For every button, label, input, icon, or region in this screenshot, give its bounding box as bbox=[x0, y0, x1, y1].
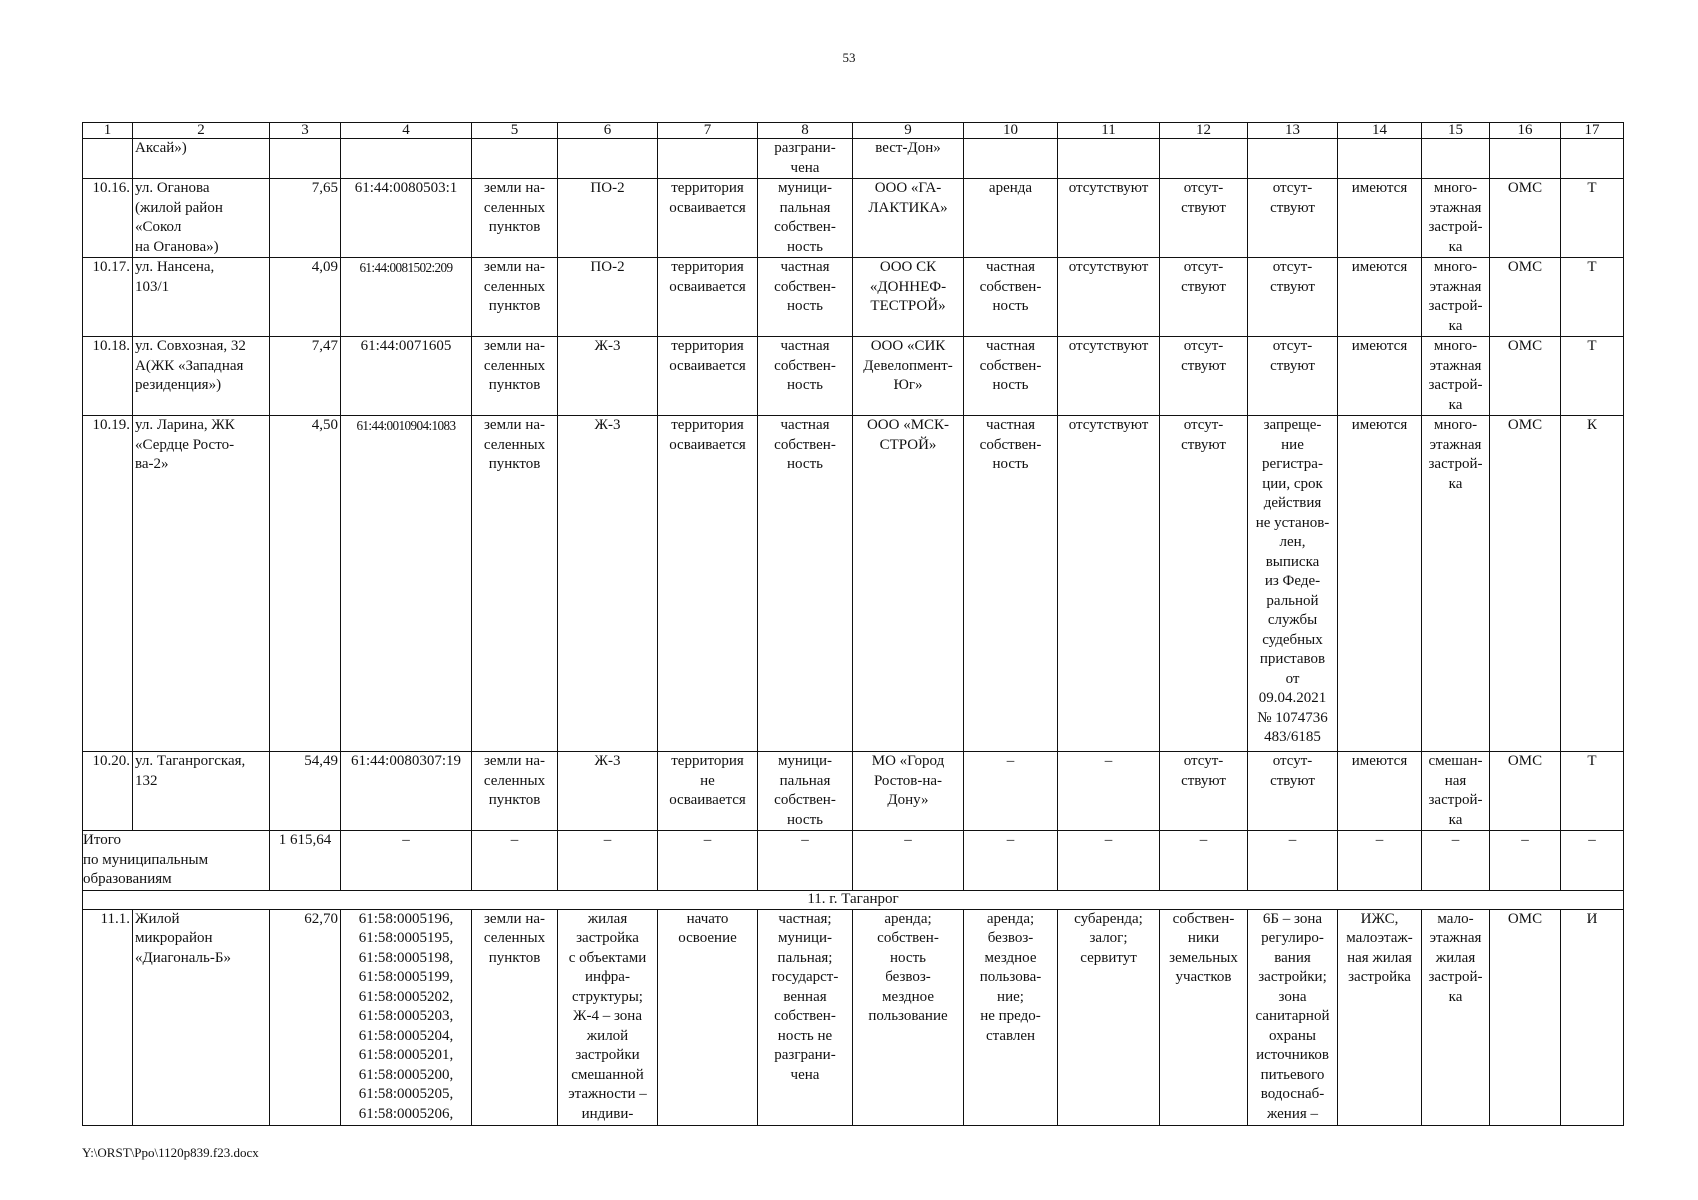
column-number: 1 bbox=[83, 123, 133, 139]
cell-ownership: муници- пальная собствен- ность bbox=[758, 179, 853, 258]
cell-address: ул. Нансена, 103/1 bbox=[133, 258, 270, 337]
cell-use: мало- этажная жилая застрой- ка bbox=[1422, 909, 1490, 1125]
cell-col14: ИЖС, малоэтаж- ная жилая застройка bbox=[1338, 909, 1422, 1125]
cell-restrictions: отсут- ствуют bbox=[1248, 337, 1338, 416]
column-number: 8 bbox=[758, 123, 853, 139]
cell-holder: ООО СК «ДОННЕФ- ТЕСТРОЙ» bbox=[853, 258, 964, 337]
cell-col14: имеются bbox=[1338, 752, 1422, 831]
cell-status: территория осваивается bbox=[658, 337, 758, 416]
cell-land-category: земли на- селенных пунктов bbox=[472, 752, 558, 831]
total-dash: – bbox=[1561, 831, 1624, 891]
cell-col14: имеются bbox=[1338, 337, 1422, 416]
cell-col16: ОМС bbox=[1490, 258, 1561, 337]
cell-encumbrance: отсутствуют bbox=[1058, 258, 1160, 337]
cell-col17: И bbox=[1561, 909, 1624, 1125]
cell-cadastral: 61:44:0080503:1 bbox=[341, 179, 472, 258]
cell-restrictions: 6Б – зона регулиро- вания застройки; зона санитарной охраны источников питьевого водоснаб- жения – bbox=[1248, 909, 1338, 1125]
total-dash: – bbox=[658, 831, 758, 891]
cell-col12: собствен- ники земельных участков bbox=[1160, 909, 1248, 1125]
cell-ownership: частная собствен- ность bbox=[758, 258, 853, 337]
total-dash: – bbox=[1422, 831, 1490, 891]
total-area: 1 615,64 bbox=[270, 831, 341, 891]
column-number: 13 bbox=[1248, 123, 1338, 139]
table-row bbox=[83, 337, 1624, 416]
page-number: 53 bbox=[842, 50, 856, 65]
cell-holder: ООО «ГА- ЛАКТИКА» bbox=[853, 179, 964, 258]
cell-holder: ООО «МСК- СТРОЙ» bbox=[853, 416, 964, 752]
cell-col12: отсут- ствуют bbox=[1160, 752, 1248, 831]
cell-area: 7,47 bbox=[270, 337, 341, 416]
table-row bbox=[83, 909, 1624, 1125]
cell-encumbrance: – bbox=[1058, 752, 1160, 831]
cell-address: ул. Ларина, ЖК «Сердце Росто- ва-2» bbox=[133, 416, 270, 752]
table-row bbox=[83, 416, 1624, 752]
total-row bbox=[83, 831, 1624, 891]
cell-col17: Т bbox=[1561, 337, 1624, 416]
cell-col16: ОМС bbox=[1490, 416, 1561, 752]
cell-address: ул. Оганова (жилой район «Сокол на Оганова») bbox=[133, 179, 270, 258]
cell-land-category: земли на- селенных пунктов bbox=[472, 179, 558, 258]
cell-holder: вест-Дон» bbox=[853, 139, 964, 179]
footer-file-path: Y:\ORST\Ppo\1120p839.f23.docx bbox=[82, 1145, 259, 1160]
cell-cadastral: 61:44:0080307:19 bbox=[341, 752, 472, 831]
cell-zone: Ж-3 bbox=[558, 752, 658, 831]
column-number: 4 bbox=[341, 123, 472, 139]
cell-col16: ОМС bbox=[1490, 179, 1561, 258]
cell-number: 10.18. bbox=[83, 337, 133, 416]
total-dash: – bbox=[1338, 831, 1422, 891]
cell-address: ул. Совхозная, 32 А(ЖК «Западная резиденция») bbox=[133, 337, 270, 416]
cell-use: смешан- ная застрой- ка bbox=[1422, 752, 1490, 831]
cell-land-category bbox=[472, 139, 558, 179]
cell-cadastral: 61:44:0071605 bbox=[341, 337, 472, 416]
cell-status: территория осваивается bbox=[658, 416, 758, 752]
cell-col16: ОМС bbox=[1490, 752, 1561, 831]
column-number: 5 bbox=[472, 123, 558, 139]
cell-cadastral: 61:44:0081502:209 bbox=[341, 258, 472, 337]
total-dash: – bbox=[1058, 831, 1160, 891]
cell-area: 62,70 bbox=[270, 909, 341, 1125]
section-row bbox=[83, 890, 1624, 909]
cell-right: аренда bbox=[964, 179, 1058, 258]
cell-right: частная собствен- ность bbox=[964, 337, 1058, 416]
cell-col16: ОМС bbox=[1490, 337, 1561, 416]
cell-encumbrance: отсутствуют bbox=[1058, 337, 1160, 416]
cell-col12: отсут- ствуют bbox=[1160, 258, 1248, 337]
total-dash: – bbox=[341, 831, 472, 891]
cell-use bbox=[1422, 139, 1490, 179]
column-number: 14 bbox=[1338, 123, 1422, 139]
section-title: 11. г. Таганрог bbox=[83, 890, 1624, 909]
table-row bbox=[83, 752, 1624, 831]
cell-address: ул. Таганрогская, 132 bbox=[133, 752, 270, 831]
cell-holder: аренда; собствен- ность безвоз- мездное пользование bbox=[853, 909, 964, 1125]
total-dash: – bbox=[964, 831, 1058, 891]
cell-area: 54,49 bbox=[270, 752, 341, 831]
cell-number bbox=[83, 139, 133, 179]
table-row bbox=[83, 179, 1624, 258]
cell-use: много- этажная застрой- ка bbox=[1422, 337, 1490, 416]
cell-holder: ООО «СИК Девелопмент- Юг» bbox=[853, 337, 964, 416]
cell-address: Жилой микрорайон «Диагональ-Б» bbox=[133, 909, 270, 1125]
cell-number: 11.1. bbox=[83, 909, 133, 1125]
total-dash: – bbox=[853, 831, 964, 891]
cell-zone: ПО-2 bbox=[558, 258, 658, 337]
cell-col16 bbox=[1490, 139, 1561, 179]
cell-address: Аксай») bbox=[133, 139, 270, 179]
column-number: 10 bbox=[964, 123, 1058, 139]
cell-area: 7,65 bbox=[270, 179, 341, 258]
cell-area: 4,50 bbox=[270, 416, 341, 752]
total-dash: – bbox=[558, 831, 658, 891]
cell-area bbox=[270, 139, 341, 179]
cell-zone bbox=[558, 139, 658, 179]
column-number: 3 bbox=[270, 123, 341, 139]
cell-col16: ОМС bbox=[1490, 909, 1561, 1125]
cell-encumbrance bbox=[1058, 139, 1160, 179]
cell-use: много- этажная застрой- ка bbox=[1422, 416, 1490, 752]
cell-col17 bbox=[1561, 139, 1624, 179]
total-dash: – bbox=[1248, 831, 1338, 891]
cell-land-category: земли на- селенных пунктов bbox=[472, 337, 558, 416]
cell-col14: имеются bbox=[1338, 179, 1422, 258]
cell-ownership: муници- пальная собствен- ность bbox=[758, 752, 853, 831]
cell-status: территория осваивается bbox=[658, 258, 758, 337]
cell-zone: Ж-3 bbox=[558, 416, 658, 752]
cell-use: много- этажная застрой- ка bbox=[1422, 258, 1490, 337]
total-dash: – bbox=[1160, 831, 1248, 891]
cell-col12: отсут- ствуют bbox=[1160, 179, 1248, 258]
cell-right: частная собствен- ность bbox=[964, 416, 1058, 752]
total-dash: – bbox=[758, 831, 853, 891]
cell-right: частная собствен- ность bbox=[964, 258, 1058, 337]
cell-ownership: частная собствен- ность bbox=[758, 337, 853, 416]
cell-col12: отсут- ствуют bbox=[1160, 337, 1248, 416]
cell-restrictions: отсут- ствуют bbox=[1248, 258, 1338, 337]
cell-col14: имеются bbox=[1338, 416, 1422, 752]
column-number: 11 bbox=[1058, 123, 1160, 139]
total-dash: – bbox=[1490, 831, 1561, 891]
cell-encumbrance: отсутствуют bbox=[1058, 416, 1160, 752]
cell-holder: МО «Город Ростов-на- Дону» bbox=[853, 752, 964, 831]
cell-col14 bbox=[1338, 139, 1422, 179]
cell-col12 bbox=[1160, 139, 1248, 179]
column-number: 12 bbox=[1160, 123, 1248, 139]
cell-status: начато освоение bbox=[658, 909, 758, 1125]
cell-status: территория не осваивается bbox=[658, 752, 758, 831]
cell-restrictions bbox=[1248, 139, 1338, 179]
cell-ownership: разграни- чена bbox=[758, 139, 853, 179]
cell-restrictions: отсут- ствуют bbox=[1248, 752, 1338, 831]
cell-col17: Т bbox=[1561, 258, 1624, 337]
cell-cadastral: 61:44:0010904:1083 bbox=[341, 416, 472, 752]
cell-right: аренда; безвоз- мездное пользова- ние; не предо- ставлен bbox=[964, 909, 1058, 1125]
column-number-row bbox=[83, 123, 1624, 139]
cell-encumbrance: субаренда; залог; сервитут bbox=[1058, 909, 1160, 1125]
cell-number: 10.19. bbox=[83, 416, 133, 752]
cell-number: 10.20. bbox=[83, 752, 133, 831]
cell-encumbrance: отсутствуют bbox=[1058, 179, 1160, 258]
cell-zone: ПО-2 bbox=[558, 179, 658, 258]
column-number: 2 bbox=[133, 123, 270, 139]
total-dash: – bbox=[472, 831, 558, 891]
cell-right bbox=[964, 139, 1058, 179]
cell-col12: отсут- ствуют bbox=[1160, 416, 1248, 752]
cell-zone: Ж-3 bbox=[558, 337, 658, 416]
total-label: Итого по муниципальным образованиям bbox=[83, 831, 270, 891]
column-number: 9 bbox=[853, 123, 964, 139]
column-number: 6 bbox=[558, 123, 658, 139]
cell-status: территория осваивается bbox=[658, 179, 758, 258]
column-number: 17 bbox=[1561, 123, 1624, 139]
cell-land-category: земли на- селенных пунктов bbox=[472, 416, 558, 752]
cell-zone: жилая застройка с объектами инфра- структуры; Ж-4 – зона жилой застройки смешанной этажности – индиви- bbox=[558, 909, 658, 1125]
column-number: 7 bbox=[658, 123, 758, 139]
cell-status bbox=[658, 139, 758, 179]
cell-ownership: частная; муници- пальная; государст- венная собствен- ность не разграни- чена bbox=[758, 909, 853, 1125]
table-row bbox=[83, 139, 1624, 179]
cell-restrictions: запреще- ние регистра- ции, срок действия не установ- лен, выписка из Феде- ральной службы судебных приставов от 09.04.2021 № 1074736 483/6185 bbox=[1248, 416, 1338, 752]
cell-use: много- этажная застрой- ка bbox=[1422, 179, 1490, 258]
cell-cadastral bbox=[341, 139, 472, 179]
cell-col17: Т bbox=[1561, 752, 1624, 831]
cell-area: 4,09 bbox=[270, 258, 341, 337]
cell-col14: имеются bbox=[1338, 258, 1422, 337]
table-row bbox=[83, 258, 1624, 337]
column-number: 16 bbox=[1490, 123, 1561, 139]
cell-land-category: земли на- селенных пунктов bbox=[472, 909, 558, 1125]
cell-restrictions: отсут- ствуют bbox=[1248, 179, 1338, 258]
land-plots-table bbox=[82, 122, 1624, 1126]
cell-land-category: земли на- селенных пунктов bbox=[472, 258, 558, 337]
cell-right: – bbox=[964, 752, 1058, 831]
cell-col17: К bbox=[1561, 416, 1624, 752]
column-number: 15 bbox=[1422, 123, 1490, 139]
cell-ownership: частная собствен- ность bbox=[758, 416, 853, 752]
cell-col17: Т bbox=[1561, 179, 1624, 258]
cell-number: 10.17. bbox=[83, 258, 133, 337]
cell-cadastral: 61:58:0005196, 61:58:0005195, 61:58:0005198, 61:58:0005199, 61:58:0005202, 61:58:0005203, 61:58:0005204, 61:58:0005201, 61:58:0005200, 61:58:0005205, 61:58:0005206, bbox=[341, 909, 472, 1125]
cell-number: 10.16. bbox=[83, 179, 133, 258]
